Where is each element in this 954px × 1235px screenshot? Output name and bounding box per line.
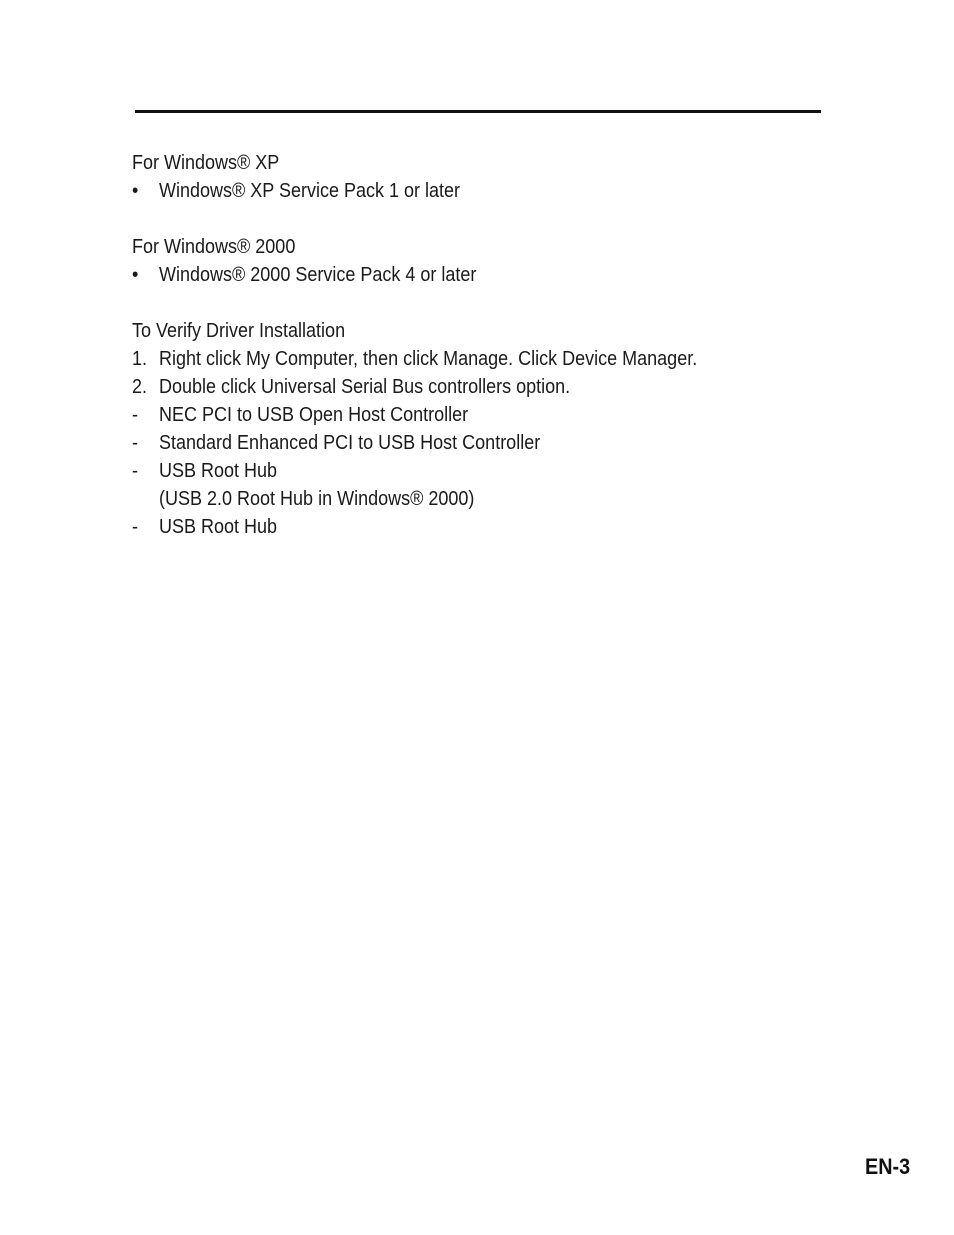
verify-heading (132, 317, 762, 345)
spacer (132, 205, 762, 233)
verify-heading-text: To Verify Driver Installation (132, 320, 346, 342)
controller-item-text: Standard Enhanced PCI to USB Host Controller (159, 432, 541, 454)
w2000-heading-text: For Windows® 2000 (132, 236, 296, 258)
xp-heading-text: For Windows® XP (132, 152, 280, 174)
xp-heading (132, 149, 762, 177)
spacer (132, 289, 762, 317)
xp-requirement-item (132, 177, 762, 205)
w2000-requirement-text: Windows® 2000 Service Pack 4 or later (159, 264, 477, 286)
step-number: 1. (132, 348, 148, 370)
controller-item-note (132, 485, 762, 513)
controller-item-text: USB Root Hub (159, 460, 278, 482)
controller-item (132, 429, 762, 457)
w2000-requirement-item (132, 261, 762, 289)
page-number: EN-3 (864, 1154, 910, 1179)
dash-marker: - (132, 460, 139, 482)
dash-marker: - (132, 516, 139, 538)
controller-item-text: NEC PCI to USB Open Host Controller (159, 404, 469, 426)
page-body (132, 149, 762, 541)
xp-requirement-text: Windows® XP Service Pack 1 or later (159, 180, 461, 202)
controller-item (132, 401, 762, 429)
header-rule (135, 110, 821, 113)
dash-marker: - (132, 404, 139, 426)
controller-item (132, 513, 762, 541)
step-number: 2. (132, 376, 148, 398)
controller-item-text: USB Root Hub (159, 516, 278, 538)
controller-item (132, 457, 762, 485)
step-text: Right click My Computer, then click Manage. Click Device Manager. (159, 348, 698, 370)
controller-item-note-text: (USB 2.0 Root Hub in Windows® 2000) (159, 488, 475, 510)
bullet-marker: • (132, 264, 139, 286)
step-text: Double click Universal Serial Bus controllers option. (159, 376, 571, 398)
verify-step-2 (132, 373, 762, 401)
bullet-marker: • (132, 180, 139, 202)
verify-step-1 (132, 345, 762, 373)
dash-marker: - (132, 432, 139, 454)
w2000-heading (132, 233, 762, 261)
